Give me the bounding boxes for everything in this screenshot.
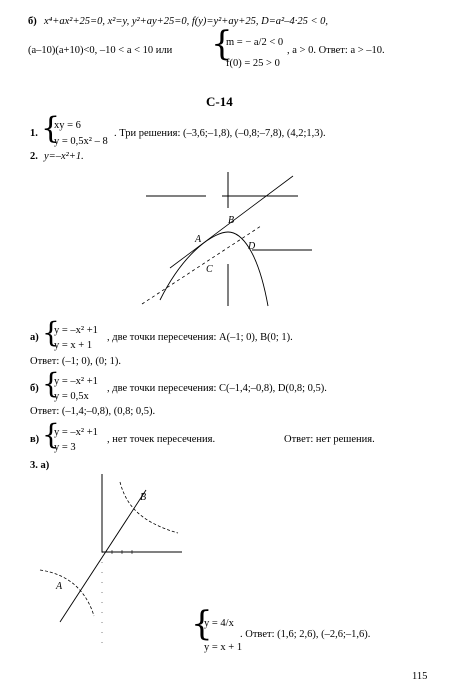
problem1-answer: . Три решения: (–3,6;–1,8), (–0,8;–7,8), (4,2;1,3). xyxy=(114,128,326,139)
problem2-number: 2. xyxy=(30,151,38,162)
point-label-b: B xyxy=(228,215,235,226)
case-c-label: в) xyxy=(30,434,40,445)
page-number: 115 xyxy=(412,671,428,682)
part-b-system-row2: f(0) = 25 > 0 xyxy=(226,58,280,69)
problem3-number: 3. а) xyxy=(30,460,50,471)
system-brace: { xyxy=(42,367,60,400)
case-a-text: , две точки пересечения: A(–1; 0), B(0; 1). xyxy=(107,332,293,343)
case-c-text: , нет точек пересечения. xyxy=(107,434,216,445)
case-a-label: а) xyxy=(30,332,39,343)
point-label-c: C xyxy=(206,264,213,275)
case-b-system-row2: y = 0,5x xyxy=(54,391,89,402)
part-b-system-row1: m = − a/2 < 0 xyxy=(226,37,284,48)
case-c-system-row1: y = –x² +1 xyxy=(54,427,98,438)
case-b-text: , две точки пересечения: C(–1,4;–0,8), D(0,8; 0,5). xyxy=(107,383,327,394)
part-b-line1: x⁴+ax²+25=0, x²=y, y²+ay+25=0, f(y)=y²+ay+25, D=a²–4·25 < 0, xyxy=(44,16,329,27)
case-a-system-row2: y = x + 1 xyxy=(54,340,93,351)
problem3-answer: . Ответ: (1,6; 2,6), (–2,6;–1,6). xyxy=(240,629,371,640)
point-label-b: B xyxy=(140,492,147,503)
part-b-label: б) xyxy=(28,16,37,27)
section-title: С-14 xyxy=(206,94,233,109)
problem1-number: 1. xyxy=(30,128,38,139)
case-a-answer: Ответ: (–1; 0), (0; 1). xyxy=(30,356,122,367)
case-b-system-row1: y = –x² +1 xyxy=(54,376,98,387)
point-label-a: A xyxy=(195,234,202,245)
case-a-system-row1: y = –x² +1 xyxy=(54,325,98,336)
part-b-line2-prefix: (a–10)(a+10)<0, –10 < a < 10 или xyxy=(28,45,173,56)
system-brace: { xyxy=(42,418,60,451)
system-brace: { xyxy=(211,24,233,64)
problem2-equation: y=–x²+1. xyxy=(44,151,84,162)
problem3-system-row1: y = 4/x xyxy=(204,618,234,629)
problem1-system-row1: xy = 6 xyxy=(54,120,81,131)
problem3-system-row2: y = x + 1 xyxy=(204,642,243,653)
case-b-answer: Ответ: (–1,4;–0,8), (0,8; 0,5). xyxy=(30,406,156,417)
part-b-line2-suffix: , a > 0. Ответ: a > –10. xyxy=(287,45,385,56)
system-brace: { xyxy=(42,316,60,349)
case-b-label: б) xyxy=(30,383,39,394)
problem1-system-row2: y = 0,5x² – 8 xyxy=(54,136,108,147)
system-brace: { xyxy=(191,604,213,644)
system-brace: { xyxy=(41,111,61,146)
point-label-a: A xyxy=(56,581,63,592)
case-c-system-row2: y = 3 xyxy=(54,442,76,453)
point-label-d: D xyxy=(248,241,256,252)
case-c-answer: Ответ: нет решения. xyxy=(284,434,375,445)
